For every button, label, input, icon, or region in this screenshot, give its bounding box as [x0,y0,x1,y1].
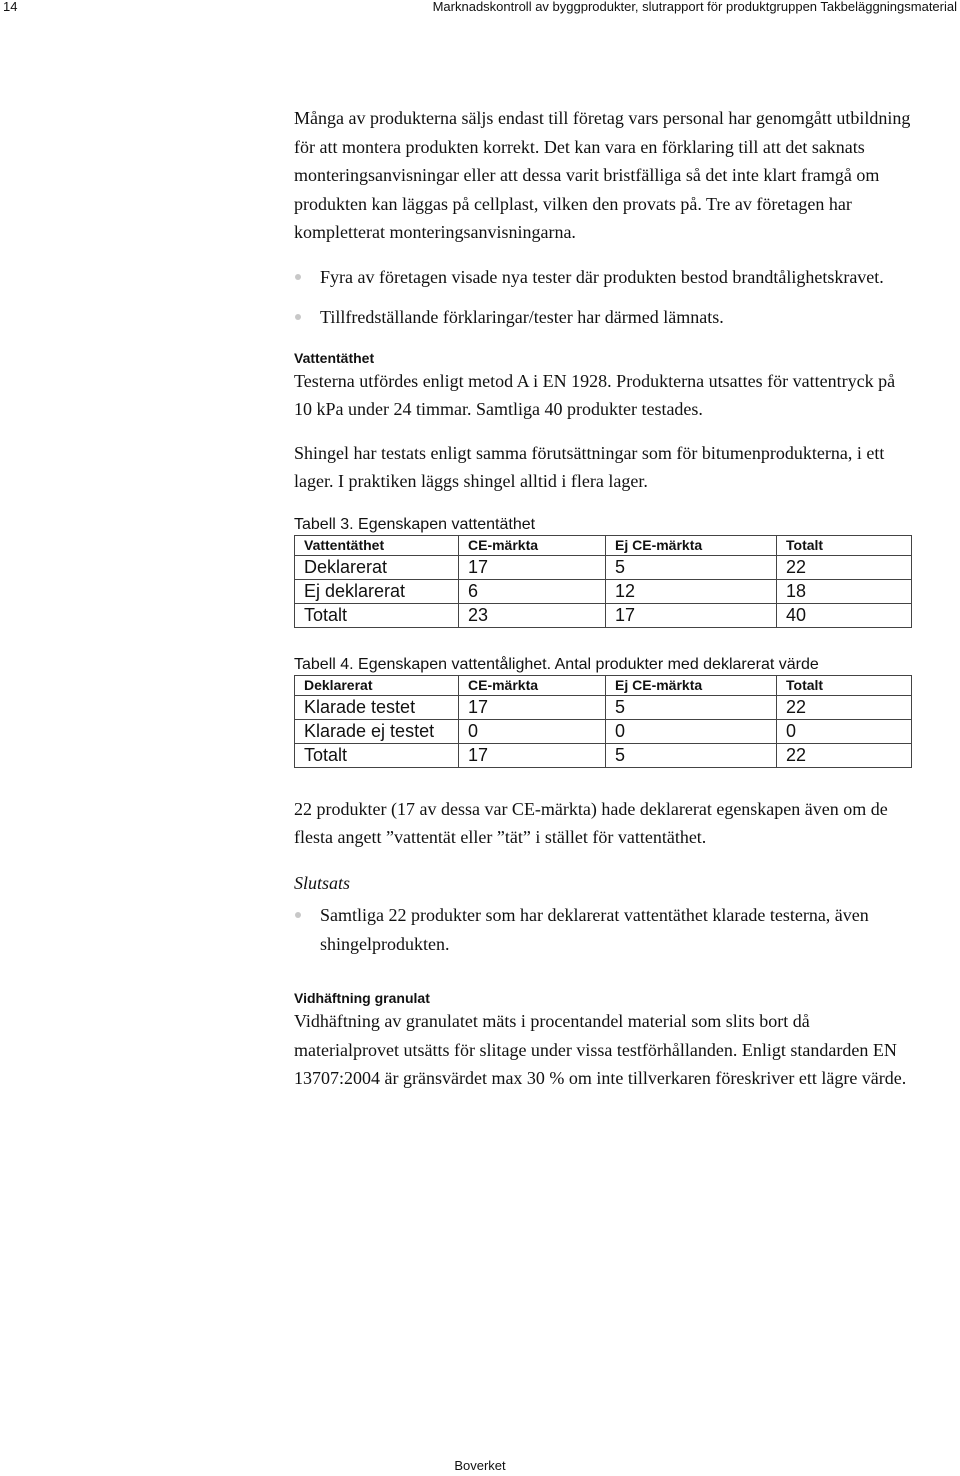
after-tables-paragraph: 22 produkter (17 av dessa var CE-märkta) hade deklarerat egenskapen även om de flesta angett ”vattentät eller ”tät” i stället för vattentäthet. [294,798,888,847]
table-cell: 5 [606,743,777,767]
table-cell: 12 [606,579,777,603]
page-header [0,0,960,16]
table-header-row [295,535,912,555]
main-content [294,104,914,1093]
table3-caption: Tabell 3. Egenskapen vattentäthet [294,515,536,533]
table-cell: 17 [606,603,777,627]
list-item [294,303,914,332]
table-cell: 40 [777,603,912,627]
table-cell: Ej deklarerat [295,579,459,603]
table-header-cell: Deklarerat [295,675,459,695]
table-header-cell: CE-märkta [459,675,606,695]
table-header-cell: Ej CE-märkta [606,675,777,695]
table-header-cell: Vattentäthet [295,535,459,555]
table-row [295,603,912,627]
table-cell: Totalt [295,743,459,767]
table-cell: 23 [459,603,606,627]
table-cell: 17 [459,555,606,579]
table-cell: 17 [459,743,606,767]
bullet-icon [295,912,301,918]
table-header-cell: Totalt [777,535,912,555]
bullet-icon [295,274,301,280]
list-item-text: Samtliga 22 produkter som har deklarerat vattentäthet klarade testerna, även shingelprodukten. [320,905,869,954]
list-item-text: Tillfredställande förklaringar/tester har därmed lämnats. [320,307,724,327]
vidhaftning-paragraph: Vidhäftning av granulatet mäts i procentandel material som slits bort då materialprovet utsätts för slitage under vissa testförhållanden. Enligt standarden EN 13707:2004 är gränsvärdet max 30 % om inte tillverkaren föreskriver ett lägre värde. [294,1011,907,1088]
list-item [294,263,914,292]
table-row [295,743,912,767]
table-cell: 0 [459,719,606,743]
table-cell: Klarade testet [295,695,459,719]
table-cell: 0 [777,719,912,743]
table-cell: Deklarerat [295,555,459,579]
list-item [294,901,914,958]
table-header-cell: Ej CE-märkta [606,535,777,555]
table-header-cell: Totalt [777,675,912,695]
section-heading-vattentathet: Vattentäthet [294,349,375,366]
bullet-list-1 [294,263,914,332]
table-header-cell: CE-märkta [459,535,606,555]
page-number: 14 [3,0,18,14]
list-item-text: Fyra av företagen visade nya tester där produkten bestod brandtålighetskravet. [320,266,884,287]
table-cell: 17 [459,695,606,719]
table-row [295,695,912,719]
page-footer: Boverket [454,1458,506,1473]
table-cell: 0 [606,719,777,743]
vattentathet-paragraph-2: Shingel har testats enligt samma förutsättningar som för bitumenprodukterna, i ett lager. I praktiken läggs shingel alltid i flera lager. [294,442,885,491]
table4-caption: Tabell 4. Egenskapen vattentålighet. Antal produkter med deklarerat värde [294,655,819,673]
table-cell: 5 [606,555,777,579]
table-cell: 22 [777,555,912,579]
table-cell: Totalt [295,603,459,627]
table-cell: Klarade ej testet [295,719,459,743]
vattentathet-paragraph-1: Testerna utfördes enligt metod A i EN 1928. Produkterna utsattes för vattentryck på 10 kPa under 24 timmar. Samtliga 40 produkter testades. [294,370,896,419]
bullet-icon [295,314,301,320]
table-cell: 6 [459,579,606,603]
table-cell: 5 [606,695,777,719]
table-header-row [295,675,912,695]
intro-paragraph: Många av produkterna säljs endast till företag vars personal har genomgått utbildning för att montera produkten korrekt. Det kan vara en förklaring till att det saknats monteringsanvisningar eller att dessa varit bristfälliga så det inte klart framgå om produkten kan läggas på cellplast, vilken den provats på. Tre av företagen har kompletterat monteringsanvisningarna. [294,108,911,242]
slutsats-bullet-list [294,901,914,958]
table-row [295,579,912,603]
table-row [295,719,912,743]
table3 [294,535,912,628]
table4 [294,675,912,768]
table-cell: 22 [777,743,912,767]
table-cell: 18 [777,579,912,603]
table-cell: 22 [777,695,912,719]
running-title: Marknadskontroll av byggprodukter, slutrapport för produktgruppen Takbeläggningsmaterial [432,0,957,14]
slutsats-heading: Slutsats [294,872,351,893]
section-heading-vidhaftning: Vidhäftning granulat [294,990,430,1006]
table-row [295,555,912,579]
